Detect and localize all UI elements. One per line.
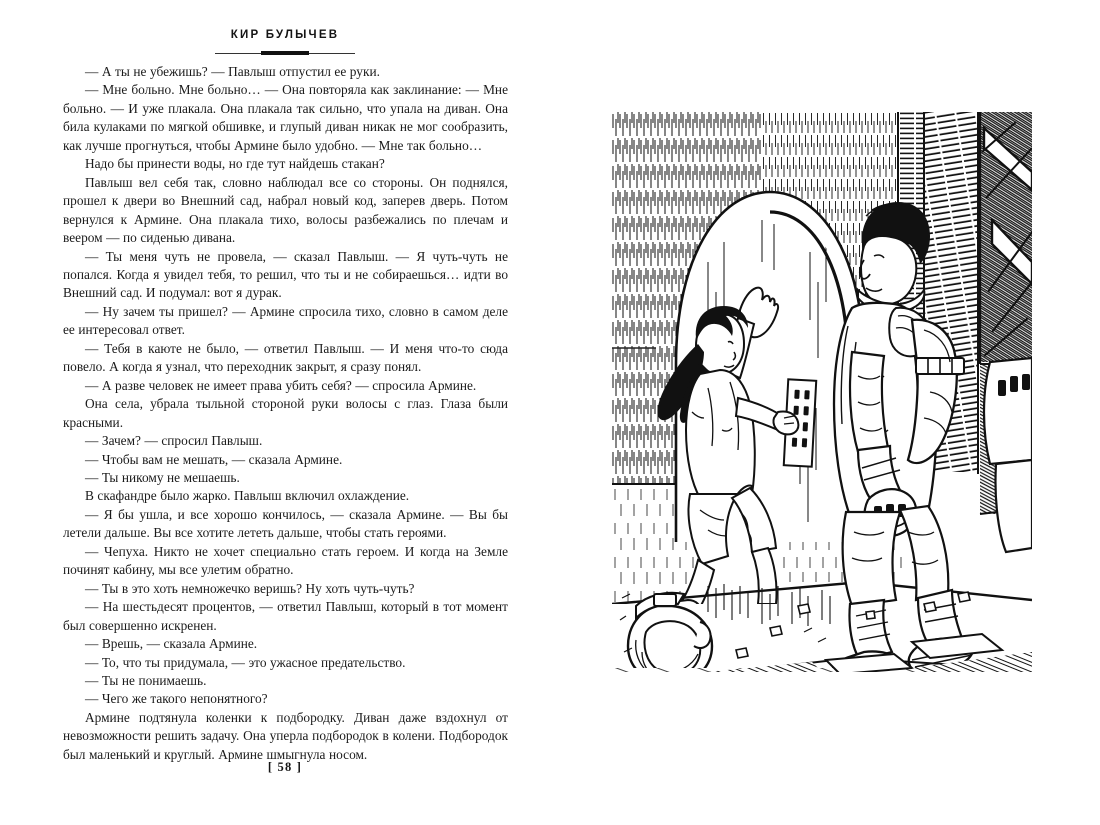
paragraph: Армине подтянула коленки к подбородку. Диван даже вздохнул от невозможности решить задачу. Она уперла подбородок в колени. Подбородок был маленький и круглый. Армине шмыгнула носом. xyxy=(63,709,508,762)
body-text-column xyxy=(63,63,508,764)
paragraph: — Зачем? — спросил Павлыш. xyxy=(85,433,263,449)
paragraph: — Ну зачем ты пришел? — Армине спросила тихо, словно в самом деле ее интересовал ответ. xyxy=(63,303,508,338)
illustration-artwork xyxy=(612,112,1032,672)
paragraph: В скафандре было жарко. Павлыш включил охлаждение. xyxy=(85,488,410,504)
paragraph: — Тебя в каюте не было, — ответил Павлыш. — И меня что-то сюда повело. А когда я узнал, что переходник закрыт, я сразу понял. xyxy=(63,340,508,375)
running-head xyxy=(63,30,507,56)
running-head-title: КИР БУЛЫЧЕВ xyxy=(230,29,340,41)
paragraph: — Чепуха. Никто не хочет специально стать героем. И когда на Земле починят кабину, мы все улетим обратно. xyxy=(63,543,508,578)
paragraph: — Ты меня чуть не провела, — сказал Павлыш. — Я чуть-чуть не попался. Когда я увидел тебя, то решил, что ты и не собираешься… идти во Внешний сад. И подумал: вот я дурак. xyxy=(63,248,508,301)
paragraph: — А ты не убежишь? — Павлыш отпустил ее руки. xyxy=(85,64,380,79)
paragraph: — А разве человек не имеет права убить себя? — спросила Армине. xyxy=(85,377,477,393)
paragraph: — То, что ты придумала, — это ужасное предательство. xyxy=(85,654,406,670)
paragraph: Надо бы принести воды, но где тут найдешь стакан? xyxy=(85,156,385,172)
chapter-illustration xyxy=(612,112,1032,672)
ornament-thick-bar xyxy=(261,51,309,55)
paragraph: — Врешь, — сказала Армине. xyxy=(85,636,258,652)
paragraph: Она села, убрала тыльной стороной руки волосы с глаз. Глаза были красными. xyxy=(63,396,508,430)
paragraph: — Ты не понимаешь. xyxy=(85,672,207,688)
paragraph: — Ты в это хоть немножечко веришь? Ну хоть чуть-чуть? xyxy=(85,580,415,596)
paragraph: — Чего же такого непонятного? xyxy=(85,691,268,707)
paragraph: — На шестьдесят процентов, — ответил Павлыш, который в тот момент был совершенно искренен. xyxy=(63,599,508,633)
page-number: [ 58 ] xyxy=(267,760,303,774)
paragraph: — Ты никому не мешаешь. xyxy=(85,469,240,485)
header-ornament-rule xyxy=(215,51,355,56)
paragraph: — Мне больно. Мне больно… — Она повторяла как заклинание: — Мне больно. — И уже плакала. Она плакала так сильно, что упала на диван. Она била кулаками по мягкой обшивке, и глупый диван никак не мог сообразить, как лучше прогнуться, чтобы Армине было удобно. — Мне так больно… xyxy=(63,82,508,153)
paragraph: Павлыш вел себя так, словно наблюдал все со стороны. Он поднялся, прошел к двери во Внешний сад, набрал новый код, заперев дверь. Потом вернулся к Армине. Она плакала тихо, волосы разбежались по плечам и веером — по сиденью дивана. xyxy=(63,174,508,246)
paragraph: — Я бы ушла, и все хорошо кончилось, — сказала Армине. — Вы бы летели дальше. Вы все хотите лететь дальше, чтобы стать героями. xyxy=(63,506,508,541)
paragraph: — Чтобы вам не мешать, — сказала Армине. xyxy=(85,451,343,467)
